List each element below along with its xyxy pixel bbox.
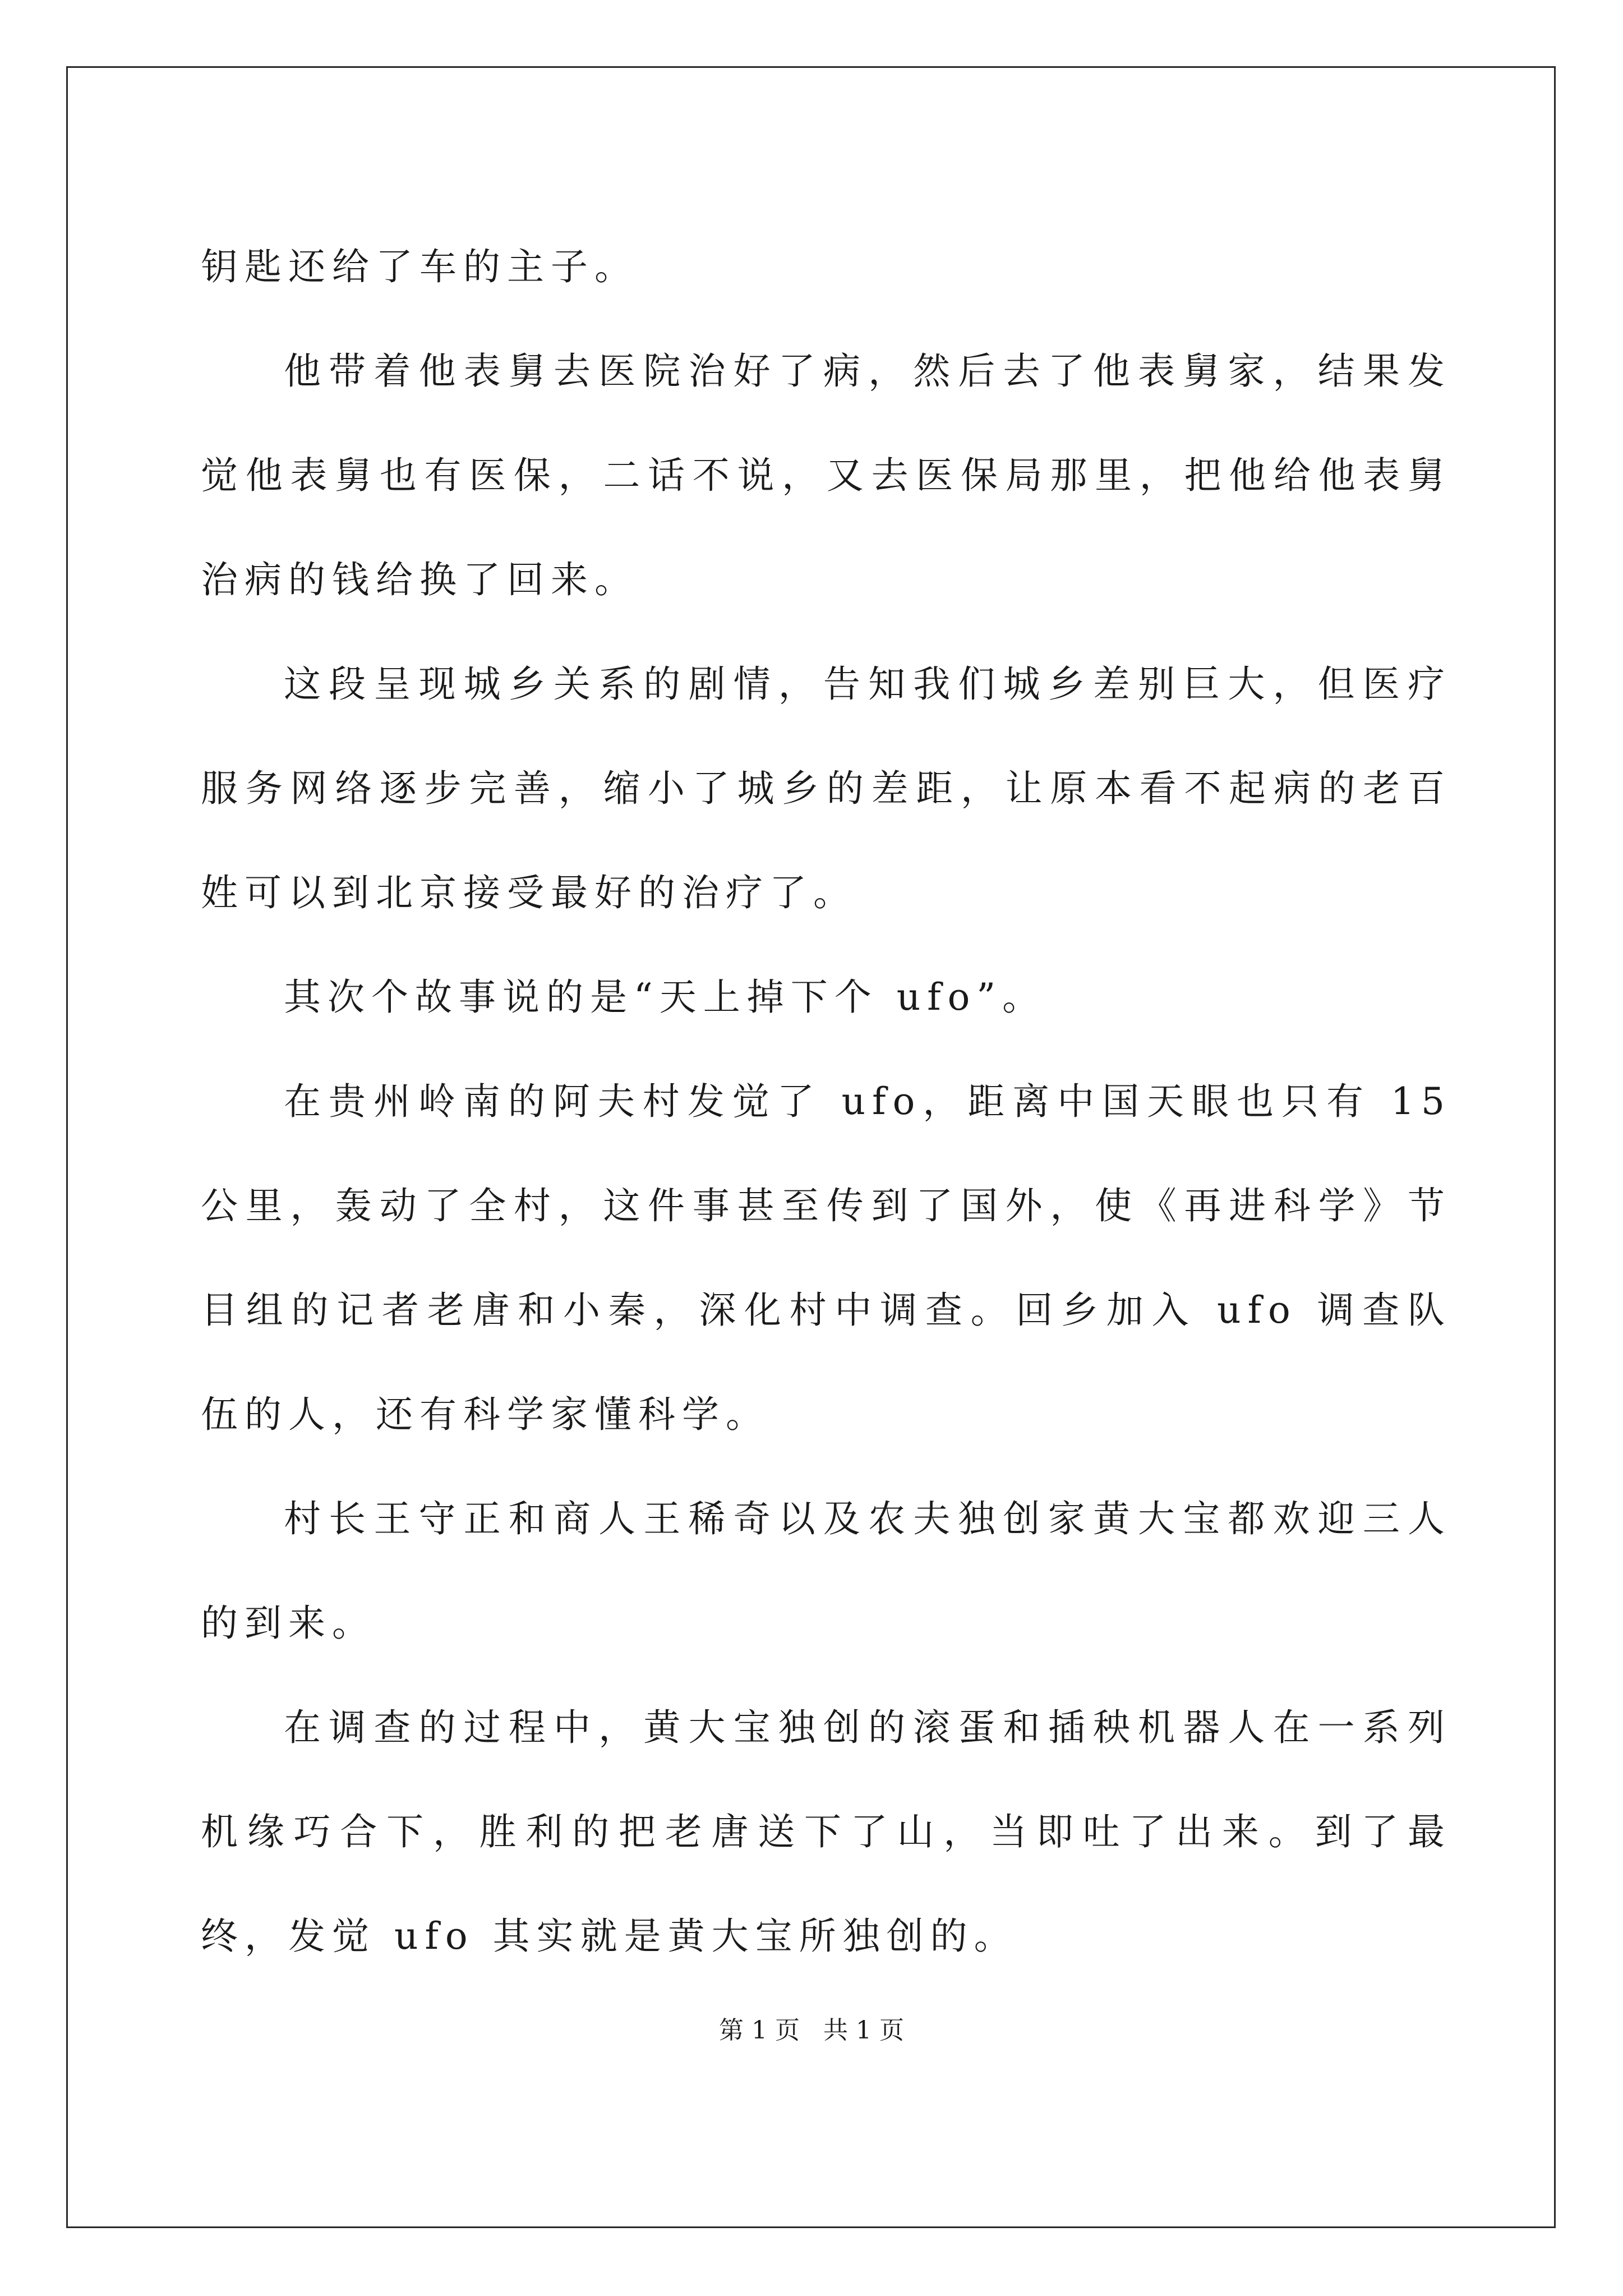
page-number-label: 第 1 页 共 1 页 — [719, 2016, 904, 2045]
document-body — [201, 215, 1451, 1989]
page-footer — [0, 2014, 1623, 2047]
paragraph: 这段呈现城乡关系的剧情，告知我们城乡差别巨大，但医疗服务网络逐步完善，缩小了城乡的差距，让原本看不起病的老百姓可以到北京接受最好的治疗了。 — [201, 662, 1451, 914]
paragraph: 在贵州岭南的阿夫村发觉了 ufo，距离中国天眼也只有 15 公里，轰动了全村，这件事甚至传到了国外，使《再进科学》节目组的记者老唐和小秦，深化村中调查。回乡加入 ufo 调查队伍的人，还有科学家懂科学。 — [201, 1080, 1451, 1436]
paragraph: 村长王守正和商人王稀奇以及农夫独创家黄大宝都欢迎三人的到来。 — [201, 1497, 1451, 1645]
paragraph: 钥匙还给了车的主子。 — [201, 245, 638, 288]
paragraph: 他带着他表舅去医院治好了病，然后去了他表舅家，结果发觉他表舅也有医保，二话不说，又去医保局那里，把他给他表舅治病的钱给换了回来。 — [201, 349, 1451, 601]
paragraph: 其次个故事说的是“天上掉下个 ufo”。 — [284, 976, 1046, 1019]
paragraph: 在调查的过程中，黄大宝独创的滚蛋和插秧机器人在一系列机缘巧合下，胜利的把老唐送下了山，当即吐了出来。到了最终，发觉 ufo 其实就是黄大宝所独创的。 — [201, 1706, 1451, 1958]
